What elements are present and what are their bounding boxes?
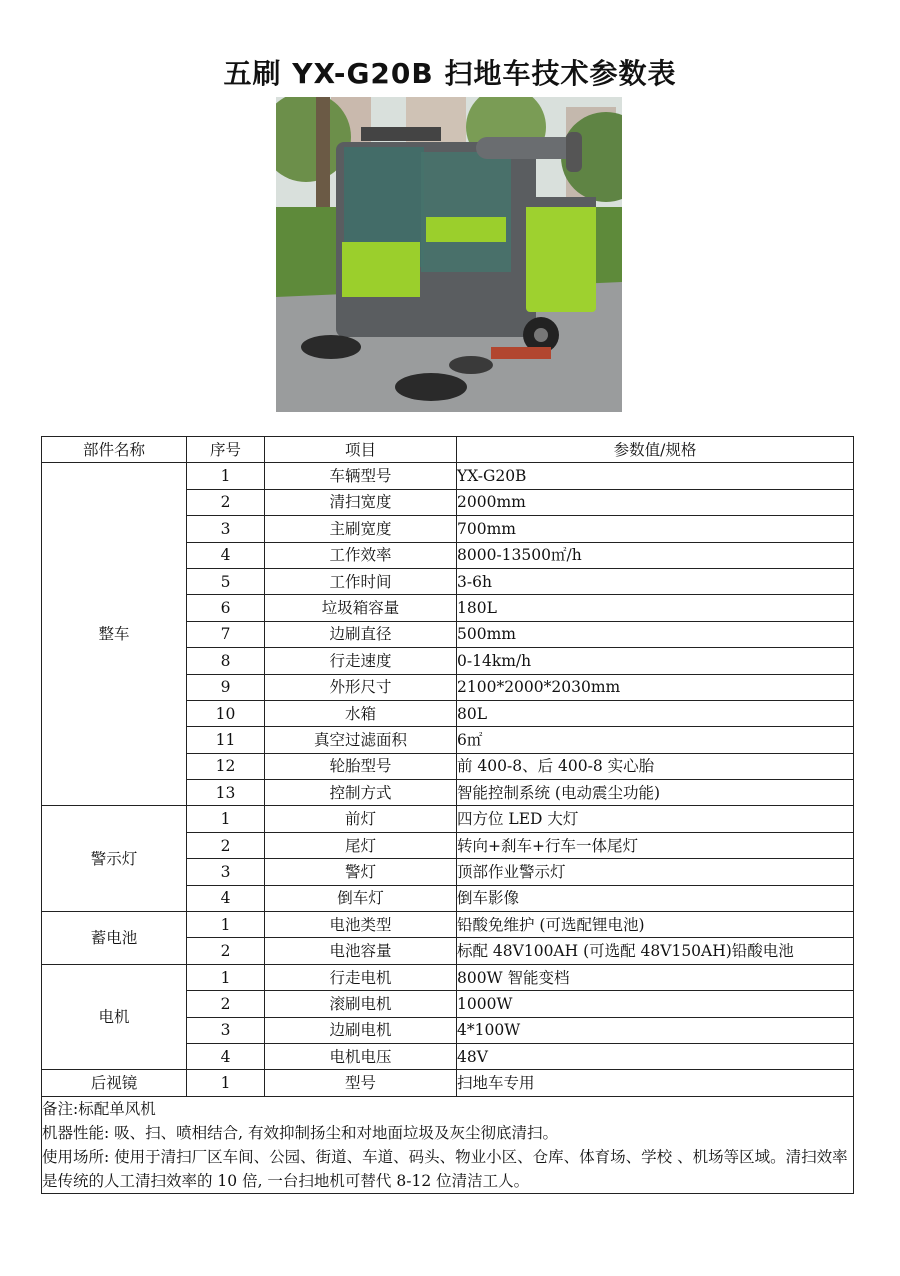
row-item: 前灯: [265, 806, 457, 832]
row-item: 轮胎型号: [265, 753, 457, 779]
row-value: 标配 48V100AH (可选配 48V150AH)铅酸电池: [457, 938, 854, 964]
row-item: 电机电压: [265, 1043, 457, 1069]
row-number: 1: [187, 964, 265, 990]
row-value: 2100*2000*2030mm: [457, 674, 854, 700]
row-value: 80L: [457, 700, 854, 726]
table-row: [42, 463, 854, 489]
row-value: 前 400-8、后 400-8 实心胎: [457, 753, 854, 779]
header-number: 序号: [187, 437, 265, 463]
table-header-row: [42, 437, 854, 463]
table-row: [42, 912, 854, 938]
note-usage: 使用场所: 使用于清扫厂区车间、公园、街道、车道、码头、物业小区、仓库、体育场、学校 、机场等区域。清扫效率是传统的人工清扫效率的 10 倍, 一台扫地机可替代 8-12 位清洁工人。: [42, 1147, 848, 1190]
row-number: 9: [187, 674, 265, 700]
row-item: 型号: [265, 1070, 457, 1096]
row-item: 边刷直径: [265, 621, 457, 647]
notes-cell: [42, 1096, 854, 1193]
row-number: 1: [187, 463, 265, 489]
row-value: 700mm: [457, 516, 854, 542]
header-item: 项目: [265, 437, 457, 463]
row-number: 6: [187, 595, 265, 621]
row-item: 尾灯: [265, 832, 457, 858]
row-value: 3-6h: [457, 568, 854, 594]
row-number: 11: [187, 727, 265, 753]
row-number: 7: [187, 621, 265, 647]
row-item: 行走电机: [265, 964, 457, 990]
row-item: 工作效率: [265, 542, 457, 568]
table-row: [42, 806, 854, 832]
row-value: 扫地车专用: [457, 1070, 854, 1096]
row-item: 行走速度: [265, 648, 457, 674]
row-number: 13: [187, 780, 265, 806]
part-group-name: 电机: [42, 964, 187, 1070]
part-group-name: 警示灯: [42, 806, 187, 912]
row-value: 铅酸免维护 (可选配锂电池): [457, 912, 854, 938]
note-standard: 备注:标配单风机: [42, 1099, 156, 1118]
row-number: 1: [187, 806, 265, 832]
row-number: 3: [187, 516, 265, 542]
row-value: 0-14km/h: [457, 648, 854, 674]
row-number: 2: [187, 489, 265, 515]
row-number: 3: [187, 1017, 265, 1043]
table-row: [42, 1070, 854, 1096]
row-item: 水箱: [265, 700, 457, 726]
row-value: 8000-13500㎡/h: [457, 542, 854, 568]
row-number: 2: [187, 938, 265, 964]
row-item: 控制方式: [265, 780, 457, 806]
spec-table: [41, 436, 854, 1194]
page-title: 五刷 YX-G20B 扫地车技术参数表: [223, 57, 677, 90]
row-value: 48V: [457, 1043, 854, 1069]
row-value: 6㎡: [457, 727, 854, 753]
table-row: [42, 964, 854, 990]
row-number: 1: [187, 912, 265, 938]
part-group-name: 后视镜: [42, 1070, 187, 1096]
row-item: 倒车灯: [265, 885, 457, 911]
row-value: YX-G20B: [457, 463, 854, 489]
row-value: 四方位 LED 大灯: [457, 806, 854, 832]
row-item: 电池容量: [265, 938, 457, 964]
row-number: 4: [187, 1043, 265, 1069]
part-group-name: 整车: [42, 463, 187, 806]
row-number: 2: [187, 832, 265, 858]
row-value: 500mm: [457, 621, 854, 647]
row-value: 顶部作业警示灯: [457, 859, 854, 885]
row-item: 工作时间: [265, 568, 457, 594]
row-value: 倒车影像: [457, 885, 854, 911]
row-item: 电池类型: [265, 912, 457, 938]
row-item: 主刷宽度: [265, 516, 457, 542]
row-item: 外形尺寸: [265, 674, 457, 700]
row-value: 4*100W: [457, 1017, 854, 1043]
row-number: 2: [187, 991, 265, 1017]
row-value: 1000W: [457, 991, 854, 1017]
row-value: 2000mm: [457, 489, 854, 515]
header-part-name: 部件名称: [42, 437, 187, 463]
row-item: 滚刷电机: [265, 991, 457, 1017]
row-value: 180L: [457, 595, 854, 621]
row-value: 智能控制系统 (电动震尘功能): [457, 780, 854, 806]
street-sweeper-photo: [276, 97, 622, 412]
note-performance: 机器性能: 吸、扫、喷相结合, 有效抑制扬尘和对地面垃圾及灰尘彻底清扫。: [42, 1123, 559, 1142]
row-item: 边刷电机: [265, 1017, 457, 1043]
header-value: 参数值/规格: [457, 437, 854, 463]
row-item: 清扫宽度: [265, 489, 457, 515]
row-item: 垃圾箱容量: [265, 595, 457, 621]
row-number: 3: [187, 859, 265, 885]
row-number: 4: [187, 885, 265, 911]
row-item: 警灯: [265, 859, 457, 885]
row-number: 1: [187, 1070, 265, 1096]
row-value: 转向+刹车+行车一体尾灯: [457, 832, 854, 858]
row-number: 5: [187, 568, 265, 594]
part-group-name: 蓄电池: [42, 912, 187, 965]
row-item: 真空过滤面积: [265, 727, 457, 753]
row-item: 车辆型号: [265, 463, 457, 489]
row-number: 10: [187, 700, 265, 726]
notes-row: [42, 1096, 854, 1193]
row-number: 12: [187, 753, 265, 779]
row-number: 8: [187, 648, 265, 674]
row-number: 4: [187, 542, 265, 568]
row-value: 800W 智能变档: [457, 964, 854, 990]
